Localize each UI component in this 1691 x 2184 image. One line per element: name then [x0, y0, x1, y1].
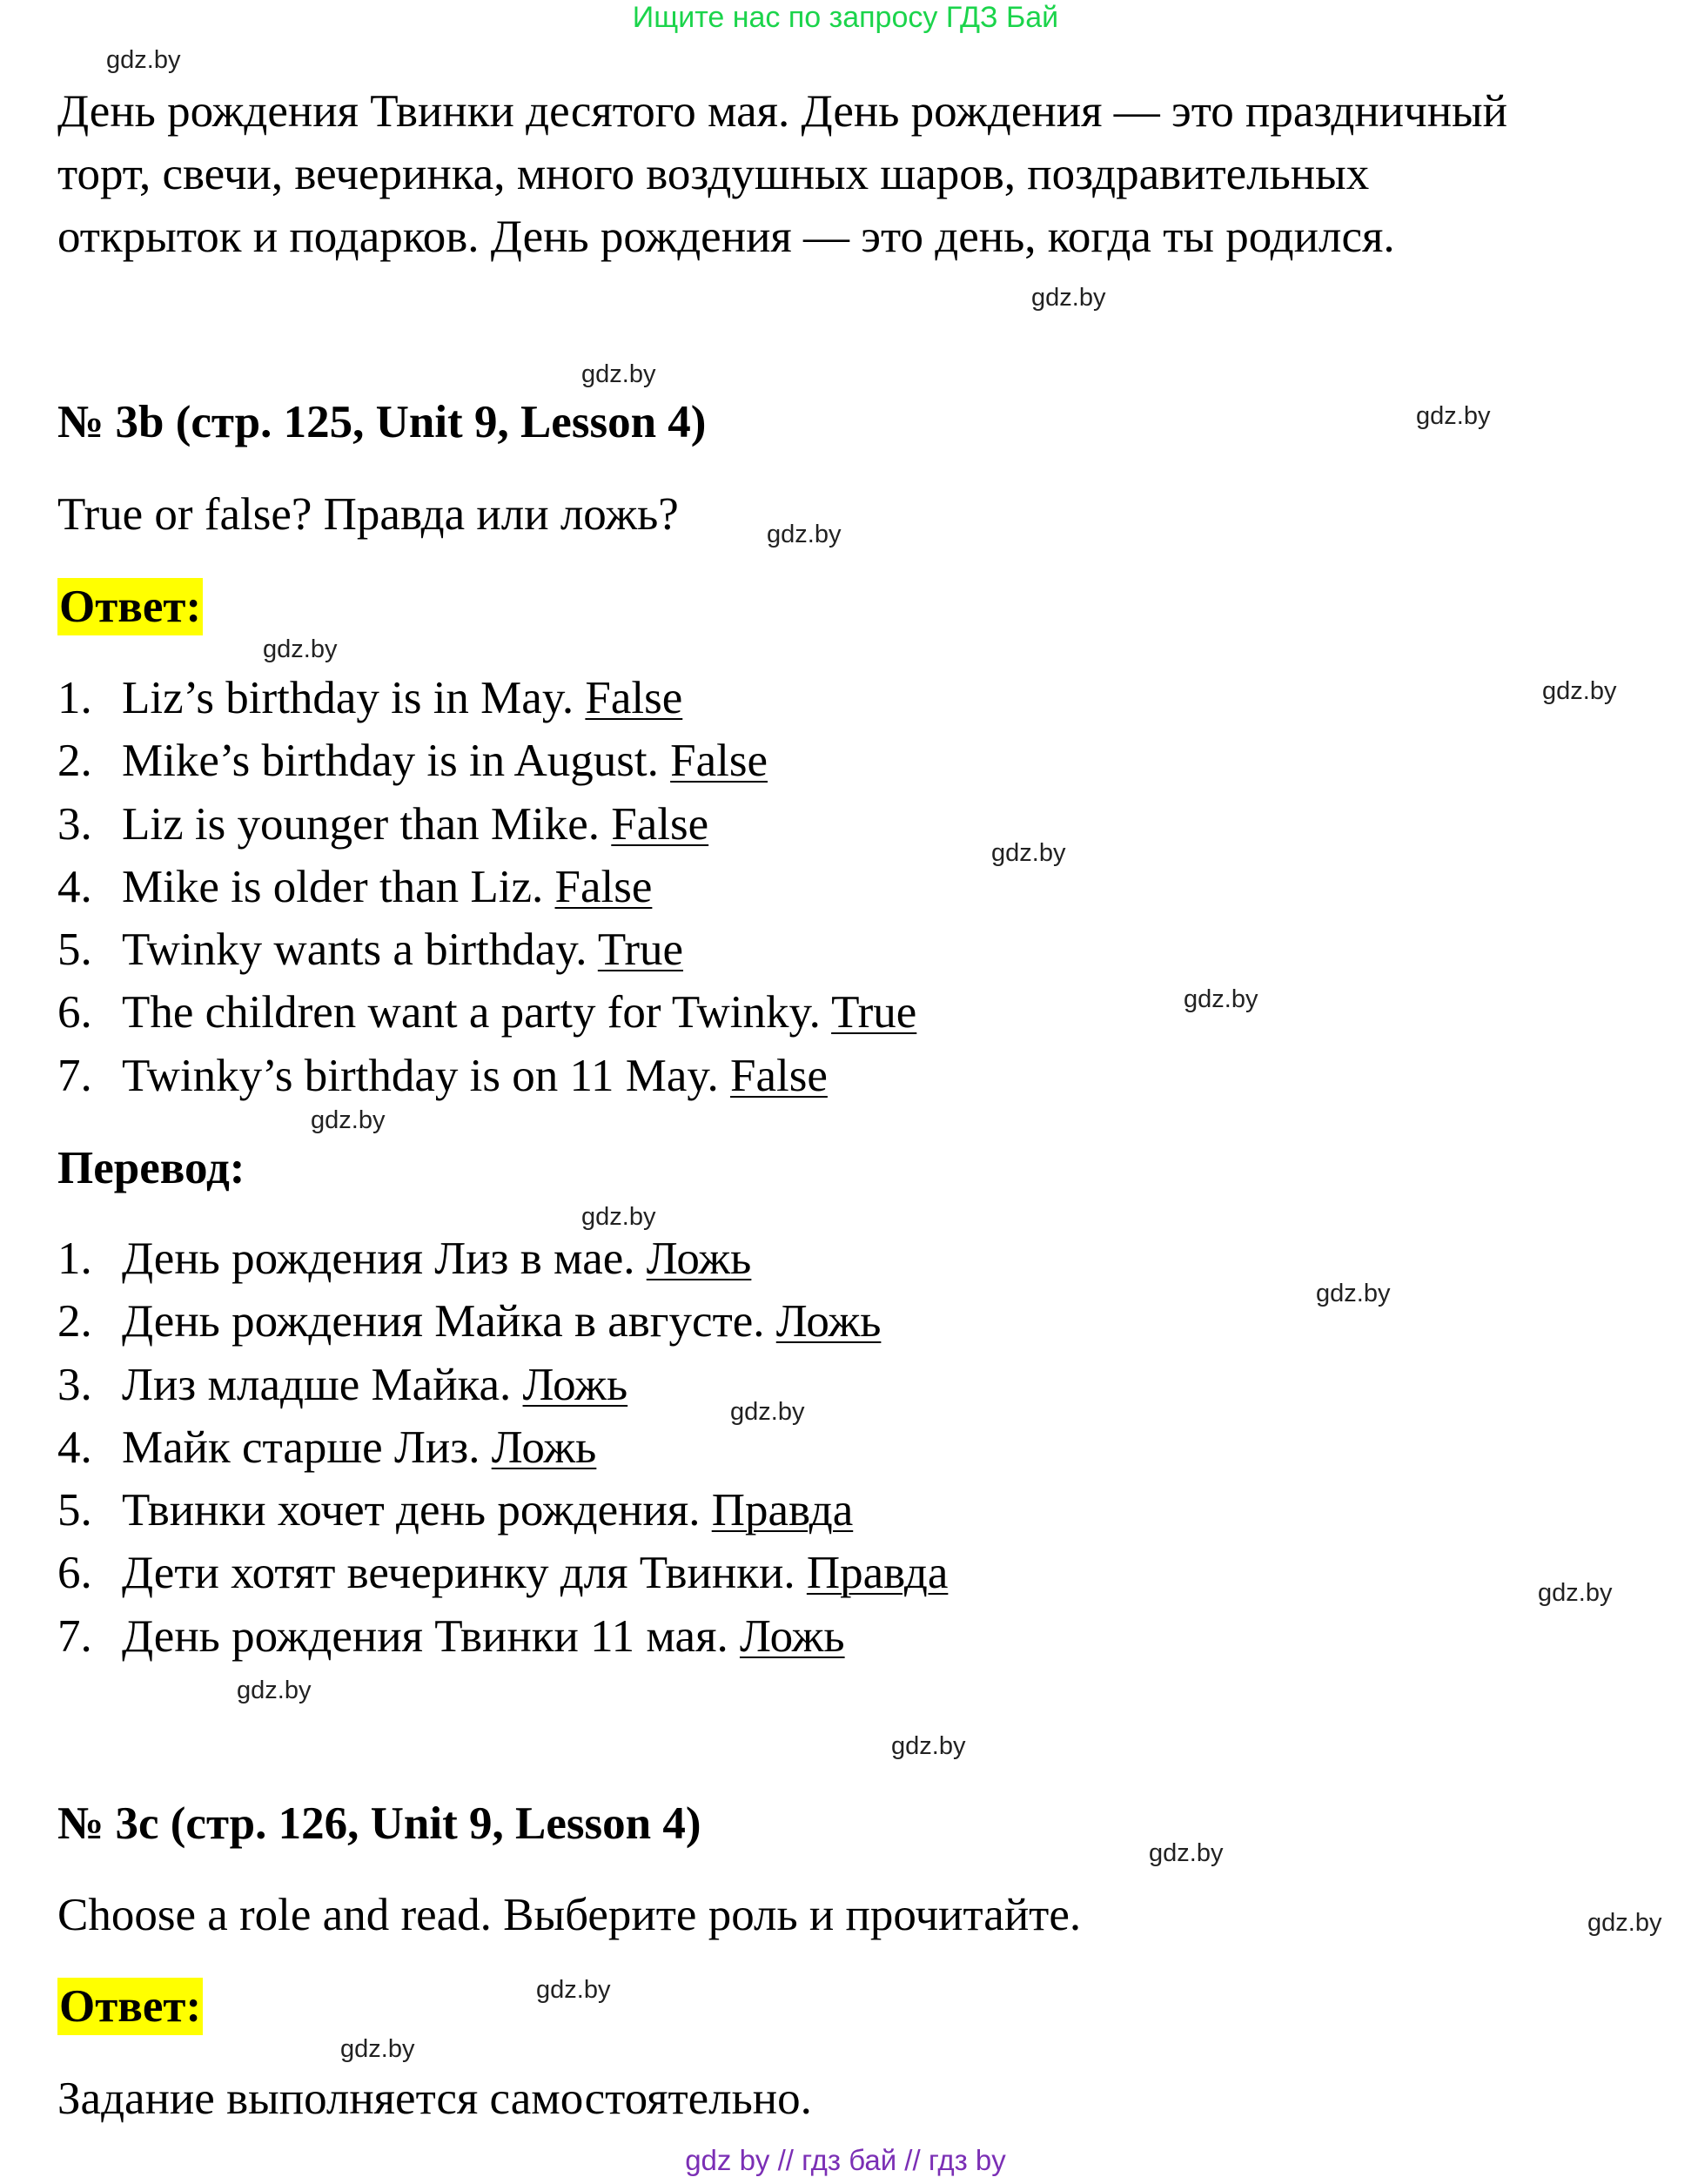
answer-value: False: [585, 673, 683, 723]
section-3c-heading: № 3с (стр. 126, Unit 9, Lesson 4): [57, 1798, 701, 1849]
intro-line: открыток и подарков. День рождения — это день, когда ты родился.: [57, 212, 1395, 262]
list-item: 2. Mike’s birthday is in August. False: [57, 736, 768, 787]
watermark: gdz.by: [237, 1677, 312, 1704]
answer-value: False: [554, 861, 653, 912]
watermark: gdz.by: [767, 521, 842, 548]
translation-list: [57, 1227, 948, 1668]
answer-list: [57, 667, 916, 1107]
answer-value: True: [831, 987, 917, 1038]
watermark: gdz.by: [1149, 1839, 1224, 1867]
section-3b-task: True or false? Правда или ложь?: [57, 489, 679, 540]
section-3b-heading: № 3b (стр. 125, Unit 9, Lesson 4): [57, 397, 707, 447]
section-3c-answer-label: Ответ:: [57, 1978, 203, 2035]
answer-value: Ложь: [646, 1233, 752, 1284]
watermark: gdz.by: [1538, 1579, 1613, 1607]
answer-value: Ложь: [775, 1296, 882, 1347]
answer-value: False: [730, 1050, 828, 1101]
top-banner[interactable]: Ищите нас по запросу ГДЗ Бай: [632, 1, 1059, 34]
watermark: gdz.by: [730, 1398, 805, 1426]
watermark: gdz.by: [1542, 677, 1617, 705]
intro-paragraph: [57, 80, 1507, 268]
list-item: 7. Twinky’s birthday is on 11 May. False: [57, 1050, 828, 1101]
watermark: gdz.by: [991, 839, 1066, 867]
watermark: gdz.by: [581, 360, 656, 388]
answer-value: Ложь: [491, 1421, 597, 1473]
watermark: gdz.by: [1316, 1280, 1391, 1307]
answer-value: False: [611, 798, 709, 850]
watermark: gdz.by: [1031, 284, 1106, 312]
list-item: 4. Майк старше Лиз. Ложь: [57, 1421, 597, 1473]
list-item: 5. Twinky wants a birthday. True: [57, 924, 684, 976]
watermark: gdz.by: [106, 46, 181, 74]
intro-line: торт, свечи, вечеринка, много воздушных шаров, поздравительных: [57, 149, 1370, 199]
answer-value: Ложь: [739, 1610, 845, 1662]
watermark: gdz.by: [340, 2035, 415, 2063]
watermark: gdz.by: [1587, 1909, 1662, 1937]
list-item: 7. День рождения Твинки 11 мая. Ложь: [57, 1610, 845, 1662]
answer-value: Ложь: [522, 1359, 628, 1410]
list-item: 5. Твинки хочет день рождения. Правда: [57, 1485, 854, 1536]
section-3b-answer-label: Ответ:: [57, 578, 203, 635]
watermark: gdz.by: [891, 1732, 966, 1760]
intro-line: День рождения Твинки десятого мая. День рождения — это праздничный: [57, 86, 1508, 137]
list-item: 3. Лиз младше Майка. Ложь: [57, 1359, 628, 1410]
watermark: gdz.by: [1416, 402, 1491, 430]
footer-links[interactable]: gdz by // гдз бай // гдз by: [685, 2144, 1006, 2176]
translation-label: Перевод:: [57, 1143, 245, 1193]
list-item: 1. Liz’s birthday is in May. False: [57, 673, 683, 723]
section-3c-task: Choose a role and read. Выберите роль и прочитайте.: [57, 1890, 1082, 1940]
list-item: 2. День рождения Майка в августе. Ложь: [57, 1296, 882, 1347]
watermark: gdz.by: [311, 1106, 386, 1134]
list-item: 6. Дети хотят вечеринку для Твинки. Правда: [57, 1548, 949, 1599]
watermark: gdz.by: [263, 635, 338, 663]
list-item: 6. The children want a party for Twinky. True: [57, 987, 917, 1038]
watermark: gdz.by: [581, 1203, 656, 1231]
list-item: 3. Liz is younger than Mike. False: [57, 798, 709, 850]
answer-value: False: [670, 736, 768, 787]
answer-value: Правда: [711, 1485, 854, 1536]
section-3c-answer-text: Задание выполняется самостоятельно.: [57, 2073, 812, 2124]
answer-value: Правда: [806, 1548, 949, 1599]
answer-value: True: [597, 924, 684, 976]
list-item: 4. Mike is older than Liz. False: [57, 861, 653, 912]
watermark: gdz.by: [1184, 985, 1258, 1013]
list-item: 1. День рождения Лиз в мае. Ложь: [57, 1233, 752, 1284]
watermark: gdz.by: [536, 1976, 611, 2004]
